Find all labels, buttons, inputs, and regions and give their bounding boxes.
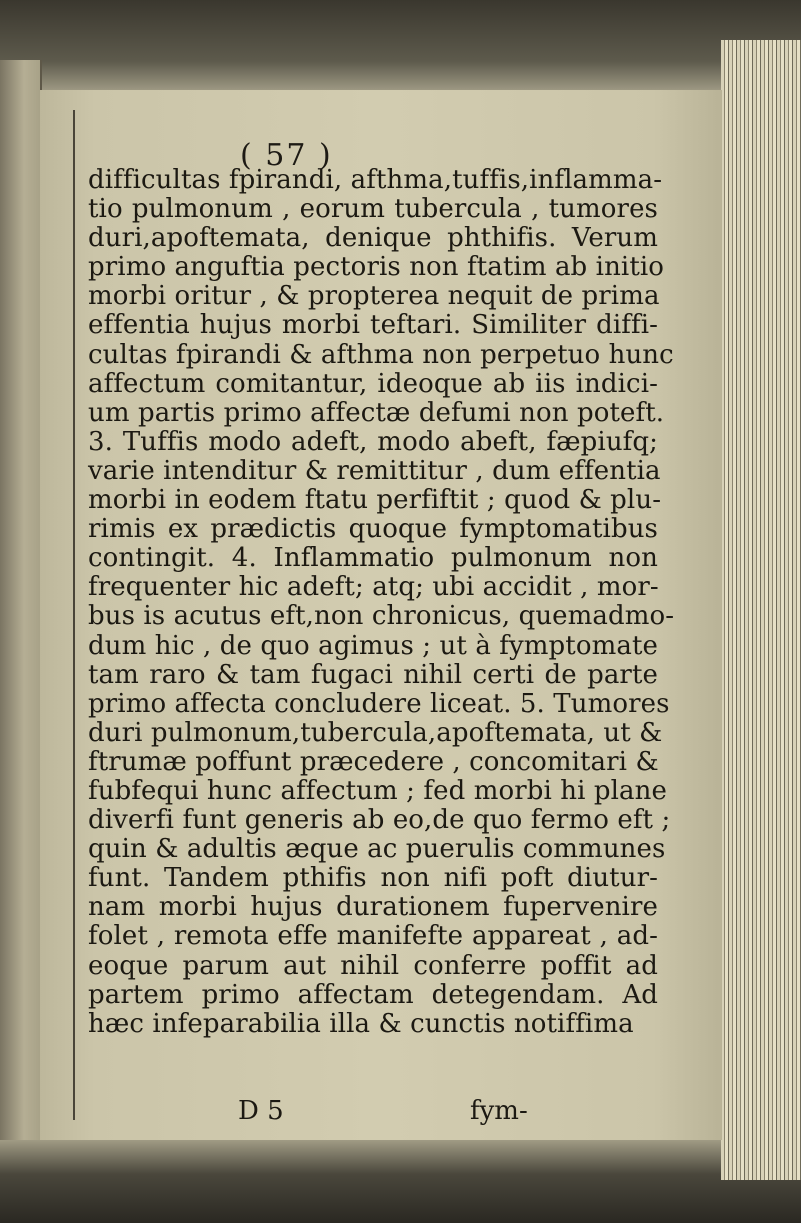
facing-page-edge [0,60,42,1140]
text-line: primo affecta concludere liceat. 5. Tumores [88,688,670,719]
text-line: funt. Tandem pthifis non nifi poft diutur- [88,863,658,894]
page-number: ( 57 ) [240,138,333,173]
text-line: frequenter hic adeft; atq; ubi accidit , mor- [88,572,659,603]
text-line: contingit. 4. Inflammatio pulmonum non [88,543,658,574]
text-line: cultas fpirandi & afthma non perpetuo hunc [88,339,674,370]
text-line: um partis primo affectæ defumi non poteft. [88,397,665,428]
text-line: morbi in eodem ftatu perfiftit ; quod & plu- [88,485,662,516]
text-line: 3. Tuffis modo adeft, modo abeft, fæpiufq; [88,426,658,457]
text-line: quin & adultis æque ac puerulis communes [88,834,666,865]
book-page [40,90,722,1140]
text-line: hæc infeparabilia illa & cunctis notiffima [88,1008,634,1039]
text-line: folet , remota effe manifefte appareat , ad- [88,921,658,952]
text-line: fubfequi hunc affectum ; fed morbi hi plane [88,775,667,806]
text-line: varie intenditur & remittitur , dum effentia [88,455,661,486]
text-line: eoque parum aut nihil conferre poffit ad [88,950,658,981]
text-line: bus is acutus eft,non chronicus, quemadmo- [88,601,675,632]
text-line: dum hic , de quo agimus ; ut à fymptomate [88,630,658,661]
margin-rule [73,110,75,1120]
text-line: affectum comitantur, ideoque ab iis indici- [88,368,658,399]
catchword: fym- [470,1096,528,1126]
body-text [88,165,675,1039]
text-line: diverfi funt generis ab eo,de quo fermo eft ; [88,805,671,836]
page-stack-edge [721,40,801,1180]
text-line: duri pulmonum,tubercula,apoftemata, ut & [88,717,663,748]
text-line: primo anguftia pectoris non ftatim ab initio [88,252,665,283]
text-line: nam morbi hujus durationem fupervenire [88,892,658,923]
text-line: partem primo affectam detegendam. Ad [88,979,658,1010]
text-line: tam raro & tam fugaci nihil certi de parte [88,659,658,690]
signature-mark: D 5 [238,1096,284,1126]
text-line: duri,apoftemata, denique phthifis. Verum [88,223,658,254]
text-line: difficultas fpirandi, afthma,tuffis,inflamma- [88,165,663,195]
text-line: rimis ex prædictis quoque fymptomatibus [88,514,658,545]
text-line: effentia hujus morbi teftari. Similiter diffi- [88,310,658,341]
text-line: tio pulmonum , eorum tubercula , tumores [88,194,658,225]
text-line: ftrumæ poffunt præcedere , concomitari & [88,746,659,777]
text-line: morbi oritur , & propterea nequit de prima [88,281,660,312]
